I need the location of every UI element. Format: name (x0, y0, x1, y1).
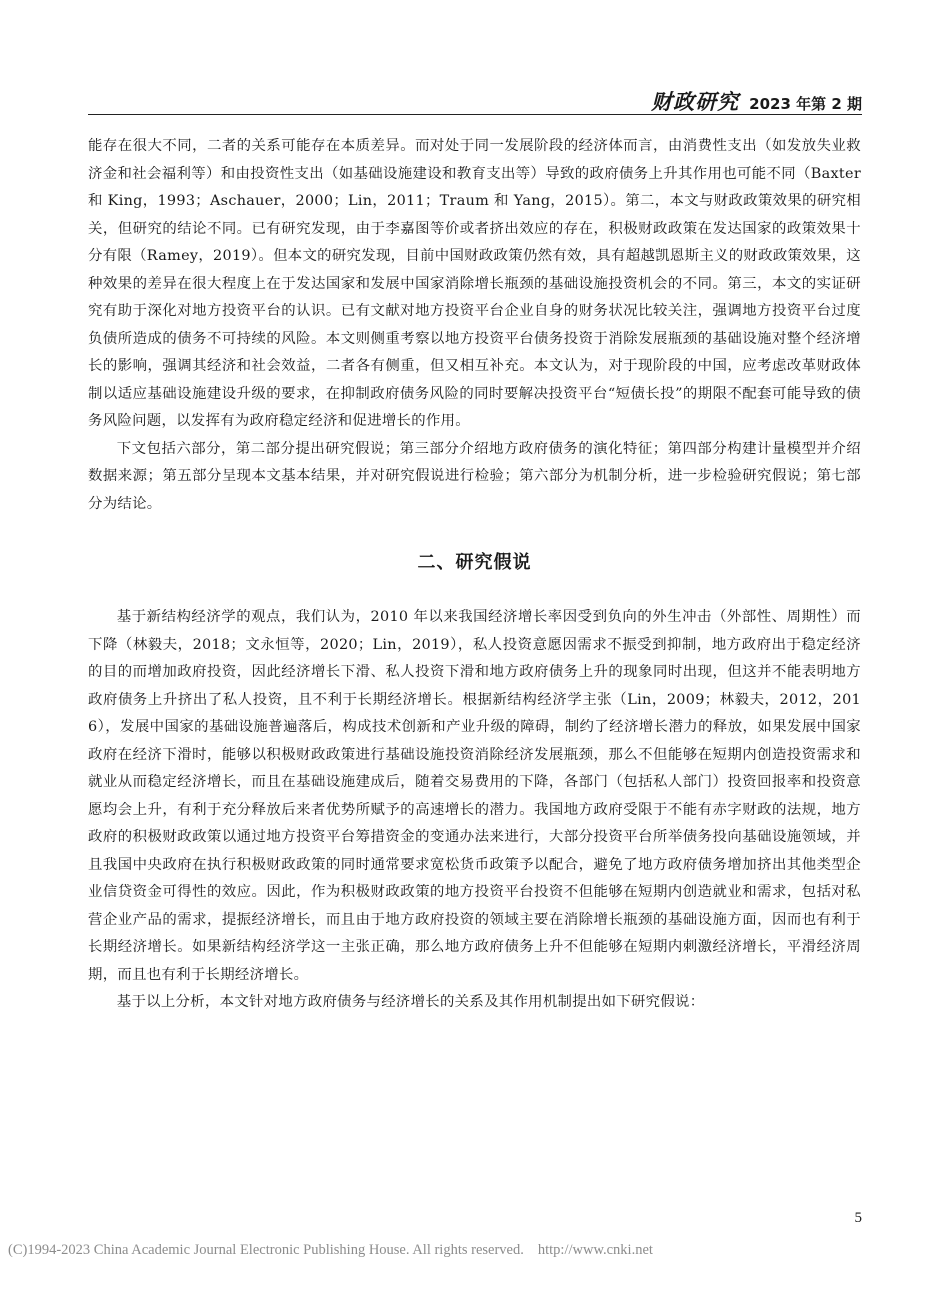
journal-name: 财政研究 (651, 89, 740, 114)
copyright-footer (8, 1242, 653, 1259)
page-number: 5 (854, 1210, 862, 1226)
paragraph-hypothesis-basis: 基于新结构经济学的观点，我们认为，2010 年以来我国经济增长率因受到负向的外生冲击（外部性、周期性）而下降（林毅夫，2018；文永恒等，2020；Lin，2019），私人投资意愿因需求不振受到抑制，地方政府出于稳定经济的目的而增加政府投资，因此经济增长下滑、私人投资下滑和地方政府债务上升的现象同时出现，但这并不能表明地方政府债务上升挤出了私人投资，且不利于长期经济增长。根据新结构经济学主张（Lin，2009；林毅夫，2012，2016），发展中国家的基础设施普遍落后，构成技术创新和产业升级的障碍，制约了经济增长潜力的释放，如果发展中国家政府在经济下滑时，能够以积极财政政策进行基础设施投资消除经济发展瓶颈，那么不但能够在短期内创造投资需求和就业从而稳定经济增长，而且在基础设施建成后，随着交易费用的下降，各部门（包括私人部门）投资回报率和投资意愿均会上升，有利于充分释放后来者优势所赋予的高速增长的潜力。我国地方政府受限于不能有赤字财政的法规，地方政府的积极财政政策以通过地方投资平台筹措资金的变通办法来进行，大部分投资平台所举债务投向基础设施领域，并且我国中央政府在执行积极财政政策的同时通常要求宽松货币政策予以配合，避免了地方政府债务增加挤出其他类型企业信贷资金可得性的效应。因此，作为积极财政政策的地方投资平台投资不但能够在短期内创造就业和需求，包括对私营企业产品的需求，提振经济增长，而且由于地方政府投资的领域主要在消除增长瓶颈的基础设施方面，因而也有利于长期经济增长。如果新结构经济学这一主张正确，那么地方政府债务上升不但能够在短期内刺激经济增长，平滑经济周期，而且也有利于长期经济增长。 (88, 609, 861, 983)
section-heading: 二、研究假说 (417, 552, 532, 573)
copyright-text: (C)1994-2023 China Academic Journal Electronic Publishing House. All rights reserved. (8, 1242, 524, 1258)
paragraph-outline: 下文包括六部分，第二部分提出研究假说；第三部分介绍地方政府债务的演化特征；第四部分构建计量模型并介绍数据来源；第五部分呈现本文基本结果，并对研究假说进行检验；第六部分为机制分析，进一步检验研究假说；第七部分为结论。 (88, 440, 861, 512)
issue-label: 2023 年第 2 期 (749, 95, 862, 113)
cnki-link[interactable]: http://www.cnki.net (537, 1242, 653, 1258)
paragraph-continued: 能存在很大不同，二者的关系可能存在本质差异。而对处于同一发展阶段的经济体而言，由消费性支出（如发放失业救济金和社会福利等）和由投资性支出（如基础设施建设和教育支出等）导致的政府债务上升其作用也可能不同（Baxter 和 King，1993；Aschauer，2000；Lin，2011；Traum 和 Yang，2015）。第二，本文与财政政策效果的研究相关，但研究的结论不同。已有研究发现，由于李嘉图等价或者挤出效应的存在，积极财政政策在发达国家的政策效果十分有限（Ramey，2019）。但本文的研究发现，目前中国财政政策仍然有效，具有超越凯恩斯主义的财政政策效果，这种效果的差异在很大程度上在于发达国家和发展中国家消除增长瓶颈的基础设施投资机会的不同。第三，本文的实证研究有助于深化对地方投资平台的认识。已有文献对地方投资平台企业自身的财务状况比较关注，强调地方投资平台过度负债所造成的债务不可持续的风险。本文则侧重考察以地方投资平台债务投资于消除发展瓶颈的基础设施对整个经济增长的影响，强调其经济和社会效益，二者各有侧重，但又相互补充。本文认为，对于现阶段的中国，应考虑改革财政体制以适应基础设施建设升级的要求，在抑制政府债务风险的同时要解决投资平台“短债长投”的期限不配套可能导致的债务风险问题，以发挥有为政府稳定经济和促进增长的作用。 (88, 138, 861, 429)
header-rule (88, 114, 862, 115)
paragraph-hypothesis-intro: 基于以上分析，本文针对地方政府债务与经济增长的关系及其作用机制提出如下研究假说： (116, 994, 705, 1010)
running-header (651, 86, 862, 116)
article-body (88, 133, 861, 1017)
